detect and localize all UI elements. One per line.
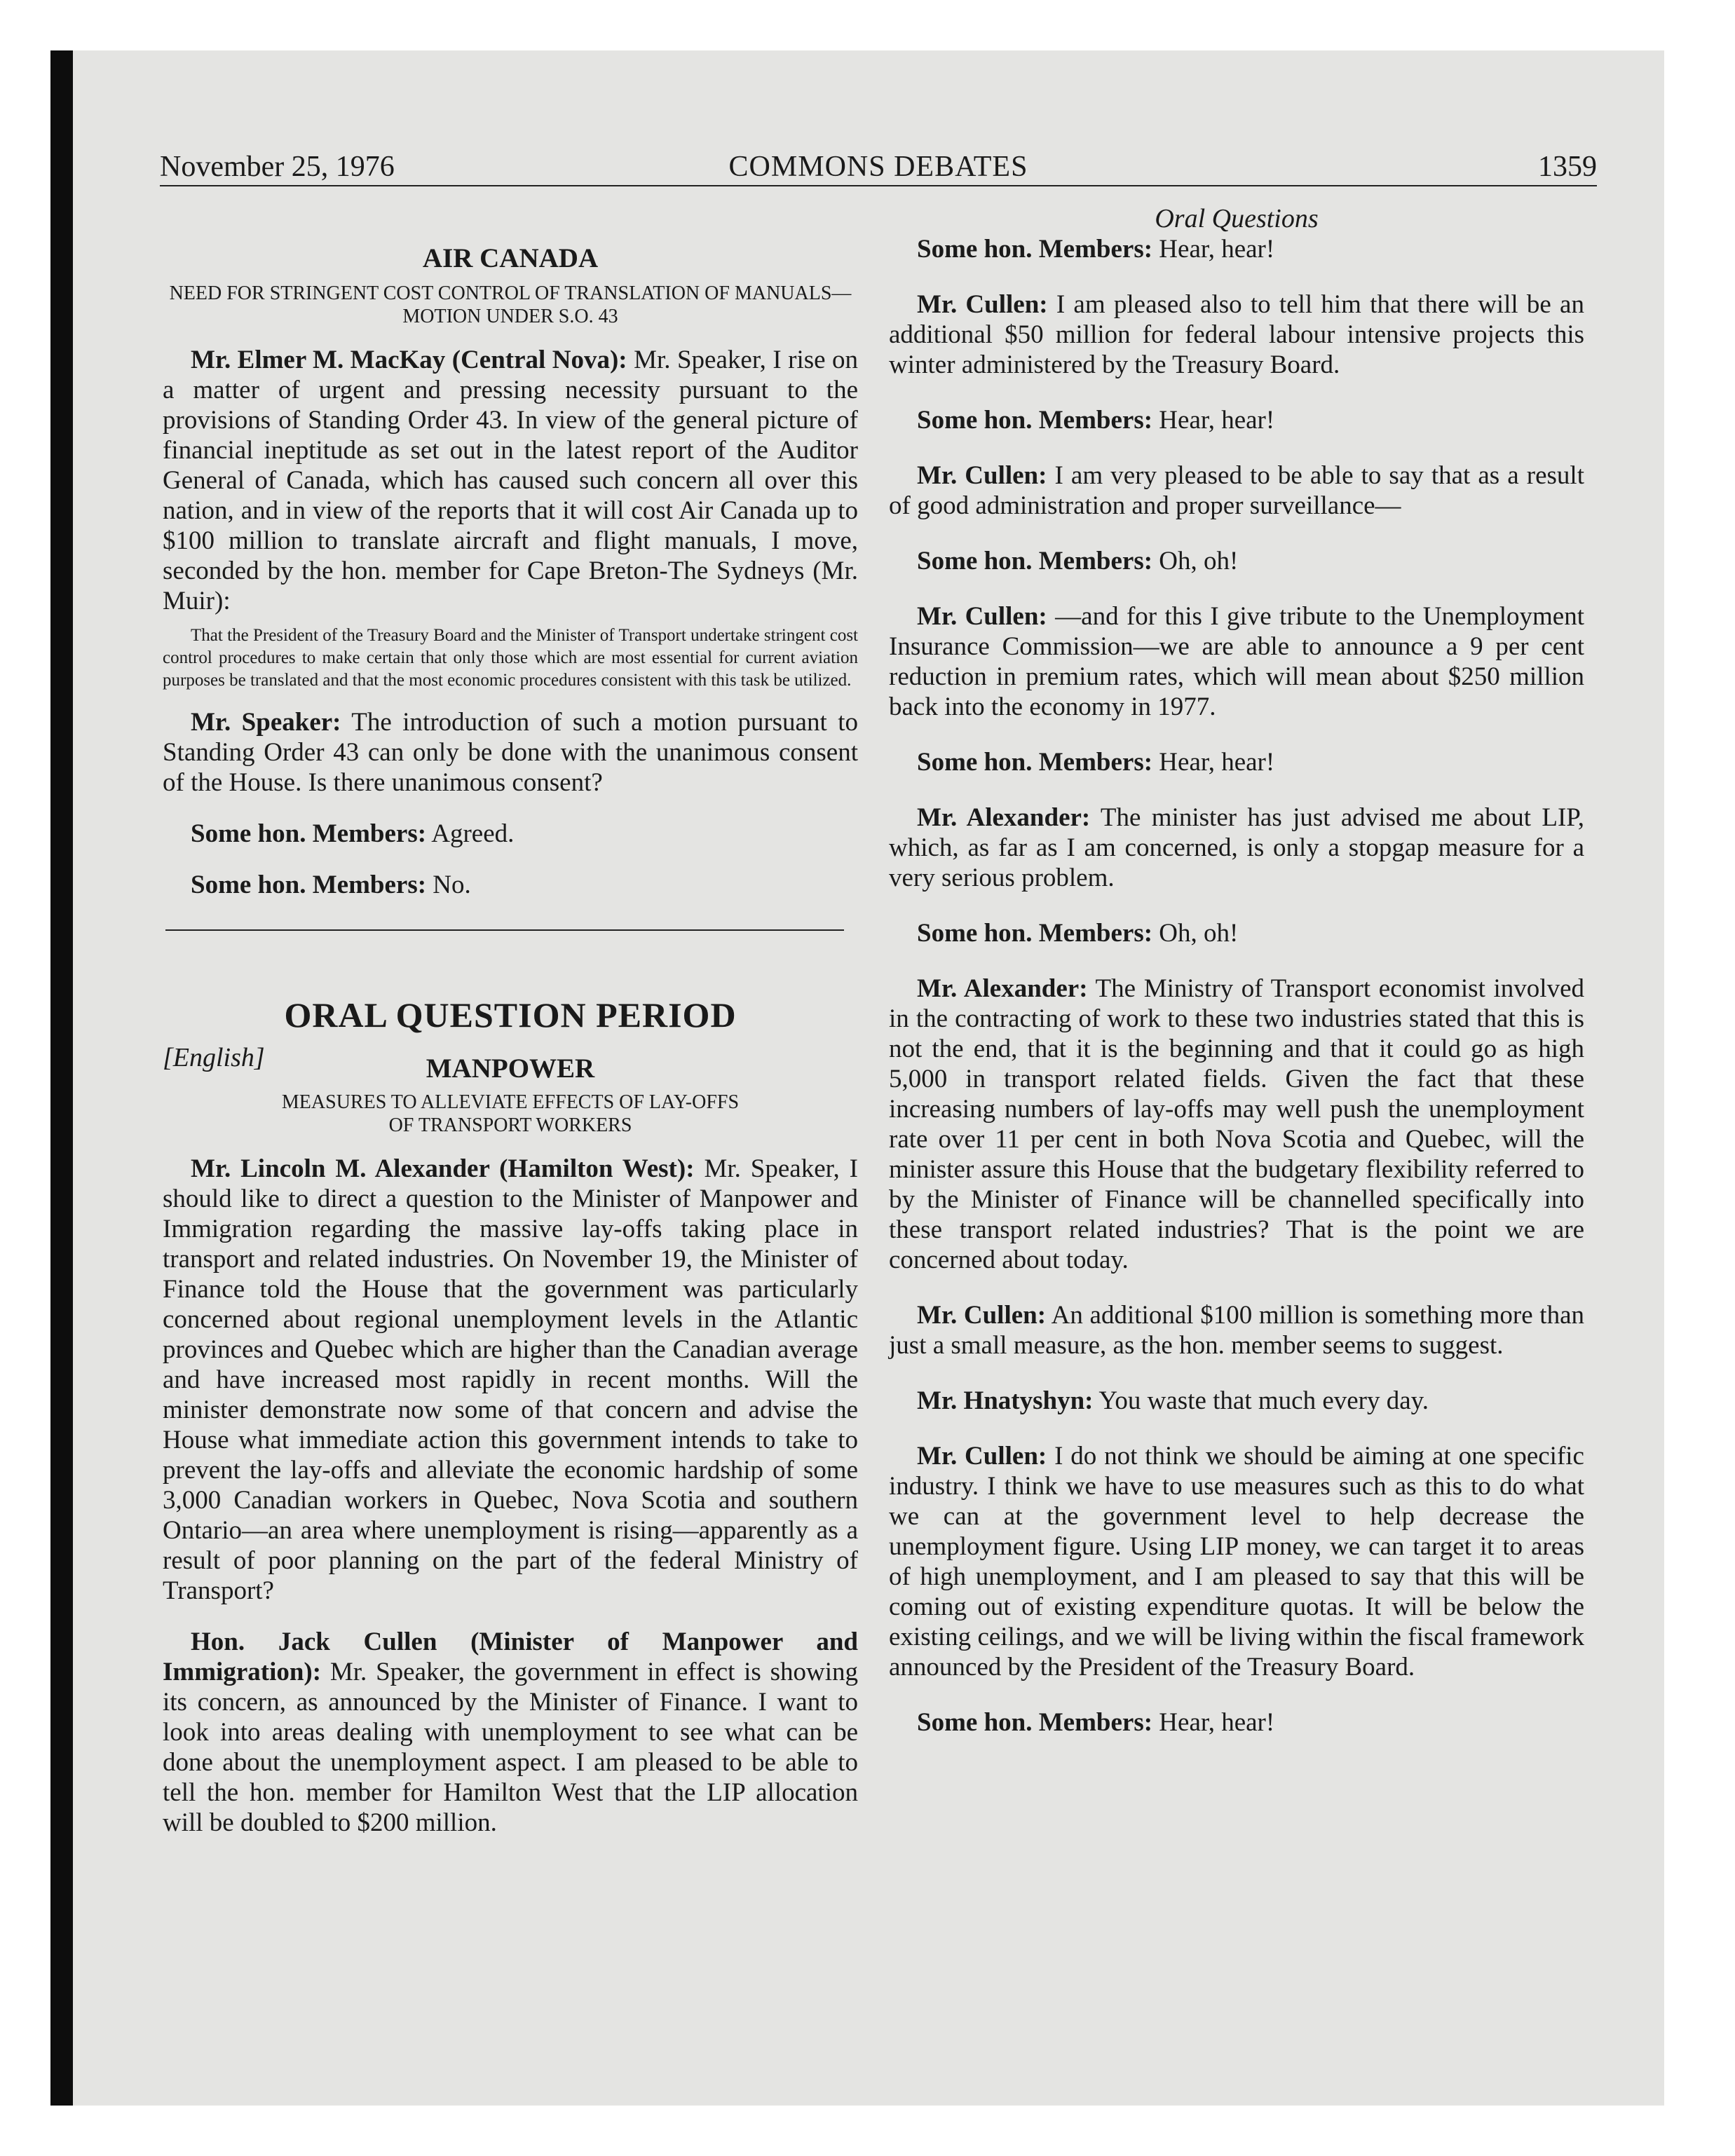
speech-paragraph <box>163 707 858 798</box>
speaker-name: Some hon. Members: <box>917 235 1153 264</box>
speech-text: I am pleased also to tell him that there will be an additional $50 million for federal labour intensive projects this winter administered by the Treasury Board. <box>889 290 1584 379</box>
speech-paragraph <box>889 918 1584 948</box>
speaker-name: Some hon. Members: <box>917 748 1153 777</box>
header-title: COMMONS DEBATES <box>728 151 1028 183</box>
speaker-name: Mr. Cullen: <box>917 290 1048 319</box>
speaker-name: Mr. Alexander: <box>917 974 1088 1003</box>
speaker-name: Mr. Lincoln M. Alexander (Hamilton West): <box>191 1154 695 1183</box>
speech-text: Hear, hear! <box>1152 235 1275 264</box>
speech-text: Mr. Speaker, I should like to direct a question to the Minister of Manpower and Immigration regarding the massive lay-offs taking place in transport and related industries. On November 19, the Minister of Finance told the House that the government was particularly concerned about regional unemployment levels in the Atlantic provinces and Quebec which are higher than the Canadian average and have increased most rapidly in recent months. Will the minister demonstrate now some of that concern and advise the House what immediate action this government intends to take to prevent the lay-offs and alleviate the economic hardship of some 3,000 Canadian workers in Quebec, Nova Scotia and southern Ontario—an area where unemployment is rising—apparently as a result of poor planning on the part of the federal Ministry of Transport? <box>163 1154 858 1605</box>
speech-text: The minister has just advised me about LIP, which, as far as I am concerned, is only a stopgap measure for a very serious problem. <box>889 803 1584 892</box>
speech-text: I am very pleased to be able to say that as a result of good administration and proper surveillance— <box>889 461 1584 520</box>
speaker-name: Some hon. Members: <box>917 919 1153 948</box>
speaker-name: Mr. Cullen: <box>917 1301 1047 1330</box>
oral-question-period-heading: ORAL QUESTION PERIOD <box>284 995 737 1035</box>
speech-paragraph <box>889 460 1584 521</box>
speaker-name: Mr. Cullen: <box>917 1442 1047 1471</box>
language-note: [English] <box>163 1043 265 1072</box>
speech-text: Mr. Speaker, I rise on a matter of urgent and pressing necessity pursuant to the provisions of Standing Order 43. In view of the general picture of financial ineptitude as set out in the latest report of the Auditor General of Canada, which has caused such concern all over this nation, and in view of the reports that it will cost Air Canada up to $100 million to translate aircraft and flight manuals, I move, seconded by the hon. member for Cape Breton-The Sydneys (Mr. Muir): <box>163 346 858 615</box>
speech-text: —and for this I give tribute to the Unemployment Insurance Commission—we are able to announce a 9 per cent reduction in premium rates, which will mean about $250 million back into the economy in 1977. <box>889 602 1584 721</box>
speaker-name: Some hon. Members: <box>191 871 427 899</box>
page-number: 1359 <box>1538 151 1597 183</box>
motion-text: That the President of the Treasury Board and the Minister of Transport undertake stringent cost control procedures to make certain that only those which are most essential for current aviation purposes be translated and that the most economic procedures consistent with this task be utilized. <box>163 626 858 690</box>
speech-text: Hear, hear! <box>1152 748 1275 777</box>
speech-paragraph <box>163 1154 858 1606</box>
section-title: AIR CANADA <box>422 243 599 273</box>
speech-text: I do not think we should be aiming at one specific industry. I think we have to use measures such as this to do what we can at the government level to help decrease the unemployment figure. Using LIP money, we can target it to areas of high unemployment, and I am pleased to say that this will be coming out of existing expenditure quotas. It will be below the existing ceilings, and we will be living within the fiscal framework announced by the President of the Treasury Board. <box>889 1442 1584 1681</box>
speech-text: Oh, oh! <box>1152 919 1239 948</box>
speaker-name: Some hon. Members: <box>191 819 427 848</box>
speech-paragraph <box>889 546 1584 576</box>
header-date: November 25, 1976 <box>160 151 395 183</box>
speech-paragraph <box>163 345 858 616</box>
speaker-name: Mr. Elmer M. MacKay (Central Nova): <box>191 346 627 374</box>
speech-text: You waste that much every day. <box>1093 1386 1429 1415</box>
speech-paragraph <box>889 1300 1584 1360</box>
speech-text: No. <box>426 871 471 899</box>
speaker-name: Some hon. Members: <box>917 547 1153 575</box>
speech-paragraph <box>889 1386 1584 1416</box>
right-column <box>889 203 1584 1738</box>
speech-text: The introduction of such a motion pursuant to Standing Order 43 can only be done with the unanimous consent of the House. Is there unanimous consent? <box>163 708 858 797</box>
speech-text: Oh, oh! <box>1152 547 1239 575</box>
speech-paragraph <box>889 1707 1584 1738</box>
running-head: Oral Questions <box>1155 204 1319 233</box>
speech-text: An additional $100 million is something more than just a small measure, as the hon. member seems to suggest. <box>889 1301 1584 1360</box>
speaker-name: Some hon. Members: <box>917 406 1153 435</box>
speaker-name: Hon. Jack Cullen (Minister of Manpower and Immigration): <box>163 1628 858 1686</box>
speech-text: Mr. Speaker, the government in effect is showing its concern, as announced by the Minister of Finance. I want to look into areas dealing with unemployment to see what can be done about the unemployment aspect. I am pleased to be able to tell the hon. member for Hamilton West that the LIP allocation will be doubled to $200 million. <box>163 1658 858 1837</box>
speech-paragraph <box>163 1627 858 1838</box>
speech-text: Hear, hear! <box>1152 1708 1275 1737</box>
speaker-name: Mr. Cullen: <box>917 461 1047 490</box>
speech-text: The Ministry of Transport economist involved in the contracting of work to these two industries stated that this is not the end, that it is the beginning and that it could go as high 5,000 in transport related fields. Given the fact that these increasing numbers of lay-offs may well push the unemployment rate over 11 per cent in both Nova Scotia and Quebec, will the minister assure this House that the budgetary flexibility referred to by the Minister of Finance will be channelled specifically into these transport related industries? That is the point we are concerned about today. <box>889 974 1584 1274</box>
section-title: MANPOWER <box>426 1053 595 1084</box>
speech-paragraph <box>163 870 858 900</box>
speaker-name: Some hon. Members: <box>917 1708 1153 1737</box>
speaker-name: Mr. Speaker: <box>191 708 341 737</box>
speech-paragraph <box>889 405 1584 435</box>
section-subtitle: MEASURES TO ALLEVIATE EFFECTS OF LAY-OFFS OF TRANSPORT WORKERS <box>281 1091 740 1136</box>
speaker-name: Mr. Alexander: <box>917 803 1091 832</box>
scan-edge <box>50 50 73 2106</box>
page-header <box>160 149 1597 186</box>
section-subtitle: NEED FOR STRINGENT COST CONTROL OF TRANSLATION OF MANUALS—MOTION UNDER S.O. 43 <box>169 282 852 327</box>
speech-paragraph <box>889 974 1584 1275</box>
speech-paragraph <box>889 234 1584 264</box>
speech-paragraph <box>889 289 1584 380</box>
speech-text: Agreed. <box>426 819 515 848</box>
left-column <box>163 203 858 1838</box>
speech-paragraph <box>889 803 1584 893</box>
speaker-name: Mr. Hnatyshyn: <box>917 1386 1094 1415</box>
speech-paragraph <box>163 819 858 849</box>
speech-paragraph <box>889 601 1584 722</box>
speech-paragraph <box>889 747 1584 777</box>
speaker-name: Mr. Cullen: <box>917 602 1047 631</box>
speech-text: Hear, hear! <box>1152 406 1275 435</box>
speech-paragraph <box>889 1441 1584 1682</box>
